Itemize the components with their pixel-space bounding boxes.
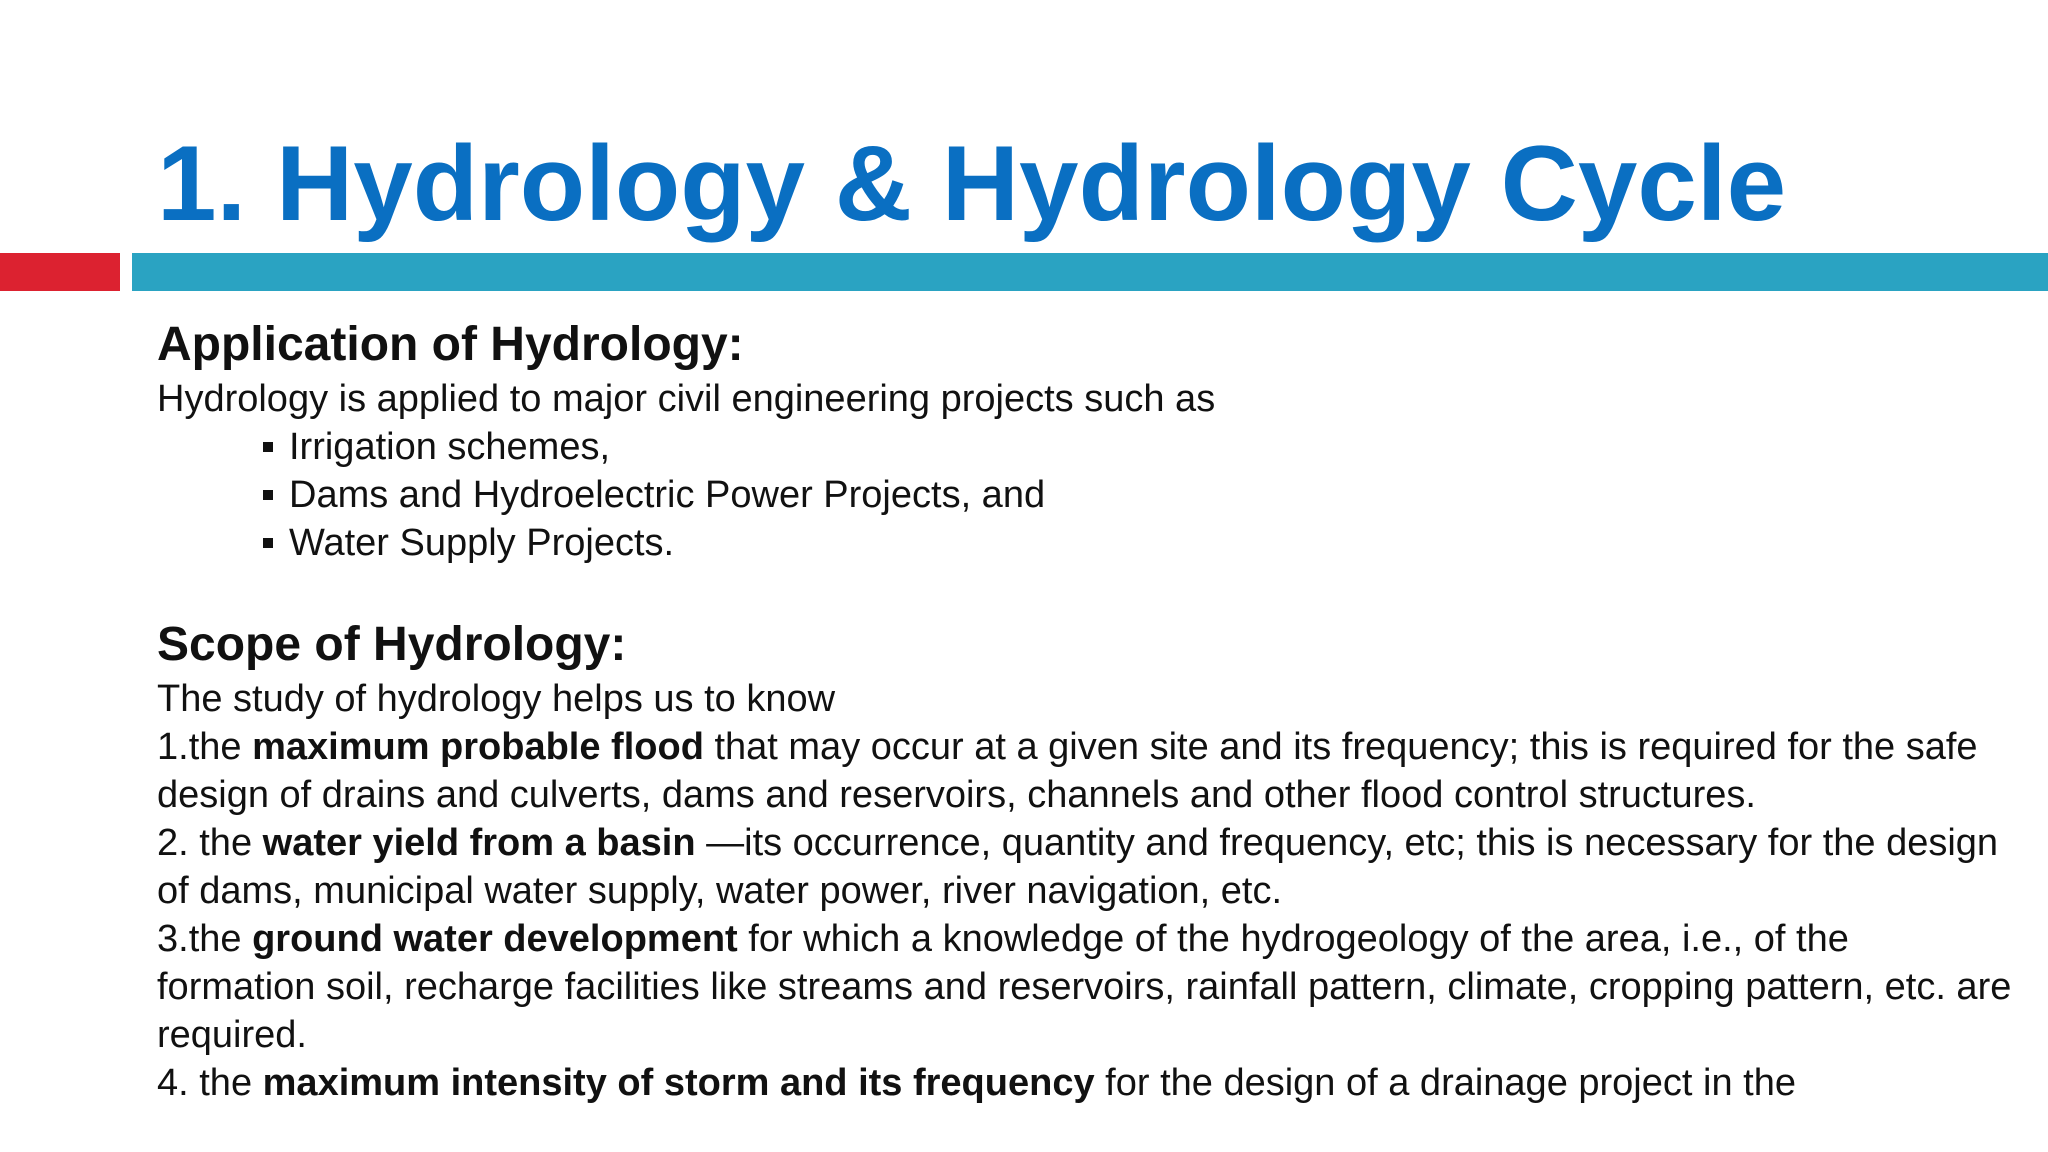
- scope-item-key-term: maximum intensity of storm and its frequency: [262, 1062, 1095, 1104]
- spacer: [157, 567, 2017, 615]
- slide-content: [157, 315, 2017, 1107]
- scope-item: [157, 723, 2017, 819]
- application-bullet-list: [157, 423, 2017, 567]
- application-heading: Application of Hydrology:: [157, 318, 744, 371]
- slide-title: 1. Hydrology & Hydrology Cycle: [157, 123, 1787, 243]
- accent-bar-red: [0, 253, 120, 291]
- scope-item-key-term: ground water development: [252, 918, 738, 960]
- scope-heading: Scope of Hydrology:: [157, 618, 627, 671]
- scope-item-prefix: 3.the: [157, 918, 253, 960]
- bullet-text: Dams and Hydroelectric Power Projects, and: [289, 474, 1046, 516]
- scope-item-prefix: 4. the: [157, 1062, 263, 1104]
- scope-item-text: for the design of a drainage project in the: [1094, 1062, 1796, 1104]
- bullet-item: [261, 423, 2017, 471]
- scope-item-prefix: 1.the: [157, 726, 253, 768]
- scope-item-key-term: water yield from a basin: [262, 822, 696, 864]
- square-bullet-icon: [263, 442, 273, 452]
- bullet-item: [261, 519, 2017, 567]
- scope-item: [157, 1059, 2017, 1107]
- scope-intro: The study of hydrology helps us to know: [157, 678, 836, 720]
- scope-item-text: —its occurrence, quantity and frequency, etc; this is necessary for the design of dams, municipal water supply, water power, river navigation, etc.: [157, 822, 1999, 912]
- scope-item-prefix: 2. the: [157, 822, 263, 864]
- square-bullet-icon: [263, 490, 273, 500]
- scope-item-text: that may occur at a given site and its frequency; this is required for the safe design of drains and culverts, dams and reservoirs, channels and other flood control structures.: [157, 726, 1978, 816]
- bullet-item: [261, 471, 2017, 519]
- bullet-text: Water Supply Projects.: [289, 522, 675, 564]
- scope-item-key-term: maximum probable flood: [252, 726, 704, 768]
- scope-item: [157, 915, 2017, 1059]
- scope-item: [157, 819, 2017, 915]
- accent-bar-blue: [132, 253, 2048, 291]
- scope-item-text: for which a knowledge of the hydrogeology of the area, i.e., of the formation soil, recharge facilities like streams and reservoirs, rainfall pattern, climate, cropping pattern, etc. are required.: [157, 918, 2012, 1056]
- application-intro: Hydrology is applied to major civil engineering projects such as: [157, 378, 1216, 420]
- square-bullet-icon: [263, 538, 273, 548]
- bullet-text: Irrigation schemes,: [289, 426, 611, 468]
